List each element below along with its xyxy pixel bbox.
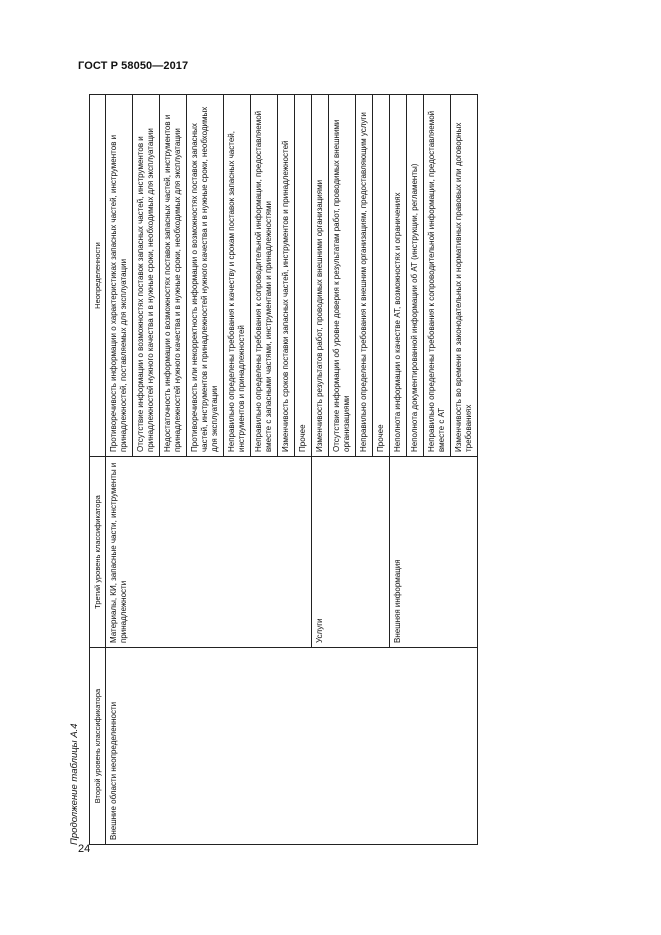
uncertainty-cell: Противоречивость или некорректность информации о возможностях поставок запасных частей, инструментов и принадлежностей нужного качества и в нужные сроки, необходимых для эксплуатации: [187, 95, 224, 457]
column-header-level3: Третий уровень классификатора: [90, 457, 106, 648]
level2-cell: Внешние области неопределенности: [106, 648, 478, 845]
uncertainty-cell: Прочее: [373, 95, 390, 457]
level3-cell: Внешняя информация: [390, 457, 478, 648]
document-id: ГОСТ Р 58050—2017: [78, 60, 189, 72]
uncertainty-table: [89, 94, 478, 845]
uncertainty-cell: Неправильно определены требования к сопроводительной информации, предоставляемой вместе с запасными частями, инструментами и принадлежностями: [251, 95, 278, 457]
uncertainty-cell: Изменчивость сроков поставки запасных частей, инструментов и принадлежностей: [278, 95, 295, 457]
uncertainty-cell: Неправильно определены требования к качеству и срокам поставок запасных частей, инструментов и принадлежностей: [224, 95, 251, 457]
uncertainty-cell: Неправильно определены требования к внешним организациям, предоставляющим услуги: [356, 95, 373, 457]
level3-cell: Услуги: [312, 457, 390, 648]
uncertainty-cell: Отсутствие информации об уровне доверия к результатам работ, проводимых внешними организациями: [329, 95, 356, 457]
table-caption: Продолжение таблицы А.4: [69, 723, 80, 845]
uncertainty-cell: Противоречивость информации о характеристиках запасных частей, инструментов и принадлежностей, поставляемых для эксплуатации: [106, 95, 133, 457]
uncertainty-cell: Неполнота документированной информации об АТ (инструкции, регламенты): [407, 95, 424, 457]
uncertainty-cell: Неполнота информации о качестве АТ, возможностях и ограничениях: [390, 95, 407, 457]
uncertainty-cell: Изменчивость результатов работ, проводимых внешними организациями: [312, 95, 329, 457]
column-header-uncertainties: Неопределенности: [90, 95, 106, 457]
uncertainty-cell: Изменчивость во времени в законодательных и нормативных правовых или договорных требованиях: [451, 95, 478, 457]
rotated-table-area: [64, 95, 594, 845]
uncertainty-cell: Прочее: [295, 95, 312, 457]
table-header-row: [90, 95, 106, 845]
table-row: [106, 95, 133, 845]
column-header-level2: Второй уровень классификатора: [90, 648, 106, 845]
uncertainty-cell: Недостаточность информации о возможностях поставок запасных частей, инструментов и принадлежностей нужного качества и в нужные сроки, необходимых для эксплуатации: [160, 95, 187, 457]
level3-cell: Материалы, КИ, запасные части, инструменты и принадлежности: [106, 457, 312, 648]
uncertainty-cell: Отсутствие информации о возможностях поставок запасных частей, инструментов и принадлежностей нужного качества и в нужные сроки, необходимых для эксплуатации: [133, 95, 160, 457]
uncertainty-cell: Неправильно определены требования к сопроводительной информации, предоставляемой вместе с АТ: [424, 95, 451, 457]
page-number: 24: [78, 843, 91, 855]
